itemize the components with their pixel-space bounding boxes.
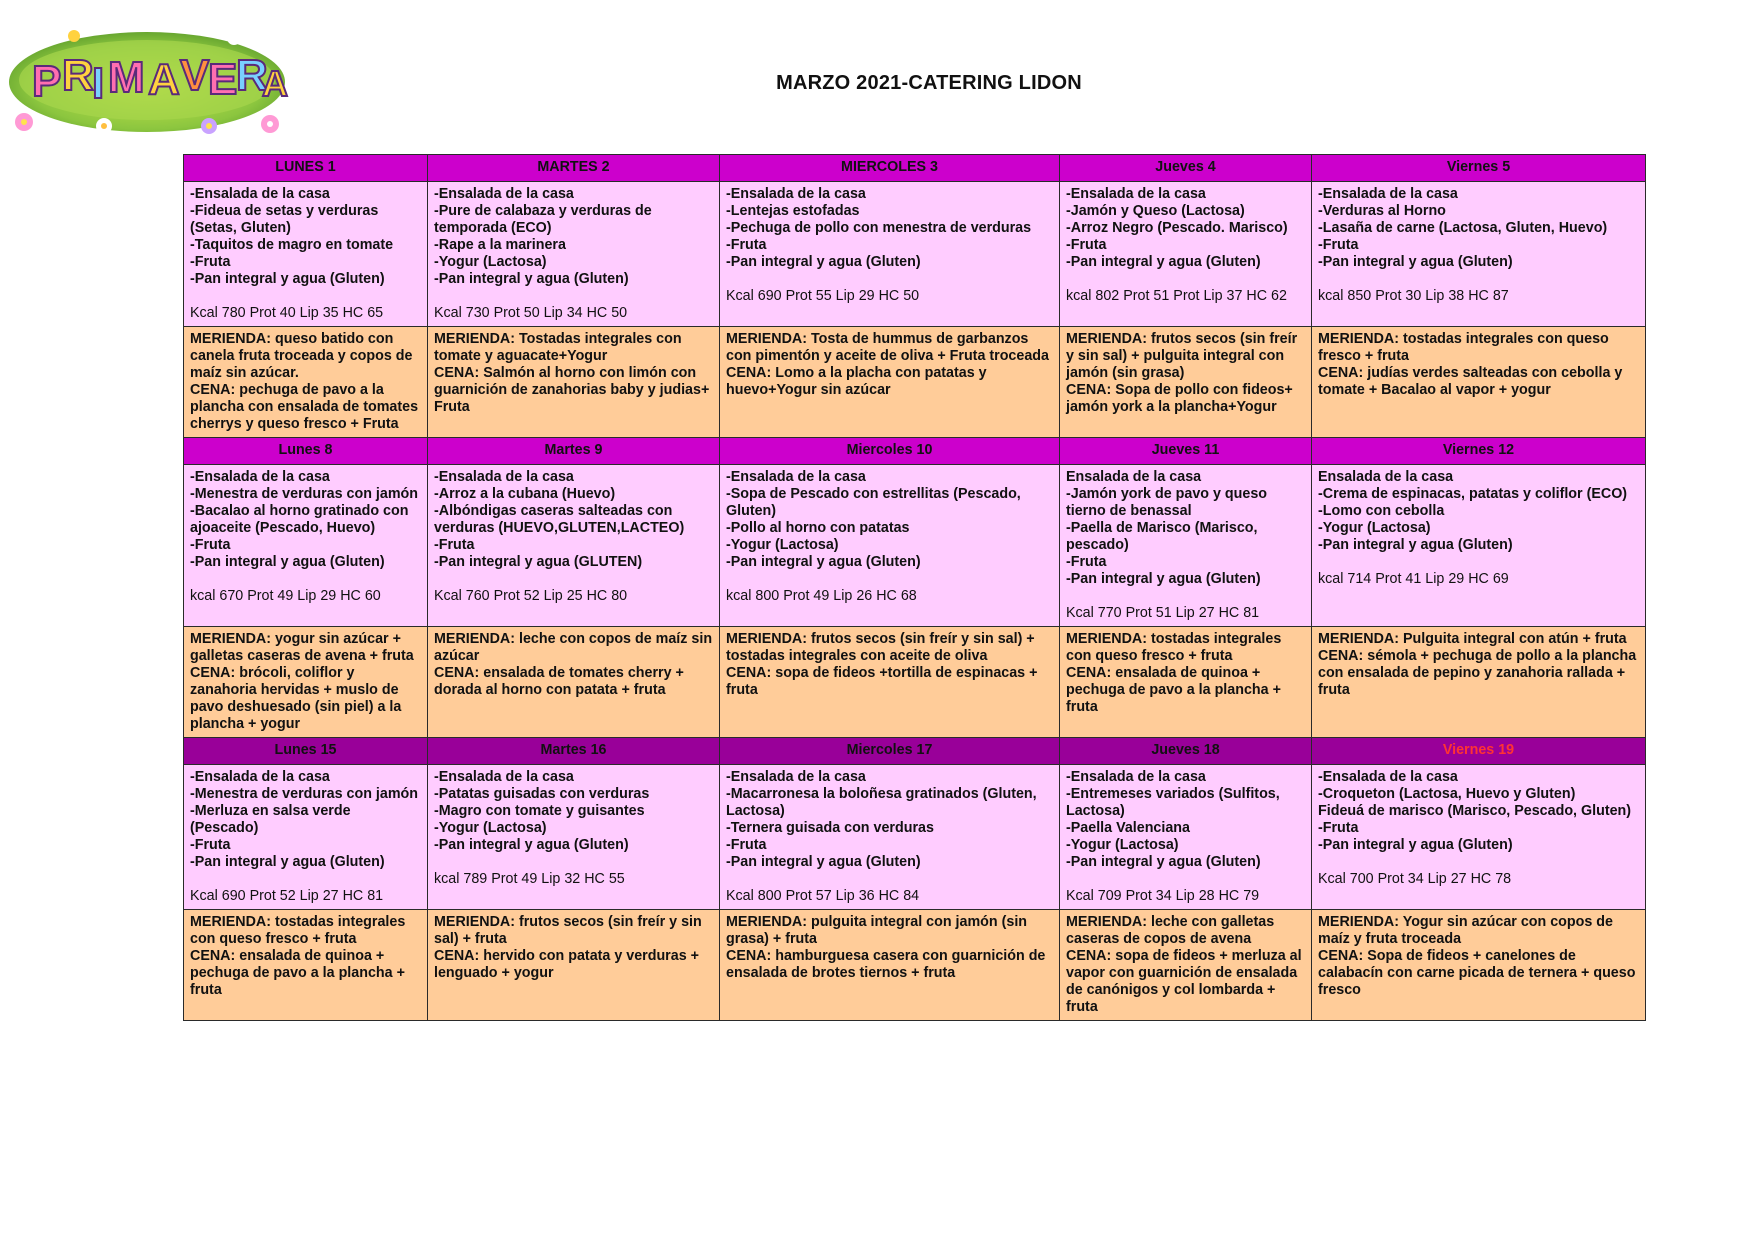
menu-item: Fideuá de marisco (Marisco, Pescado, Gluten) bbox=[1318, 803, 1632, 819]
menu-item: -Fruta bbox=[1066, 237, 1107, 253]
menu-item: -Paella de Marisco (Marisco, pescado) bbox=[1066, 520, 1258, 553]
menu-item: -Fruta bbox=[190, 254, 231, 270]
menu-item: -Pan integral y agua (Gluten) bbox=[190, 854, 385, 870]
snack-dinner-row bbox=[184, 910, 1646, 1021]
lunch-cell bbox=[184, 765, 428, 910]
nutrition-info: Kcal 730 Prot 50 Lip 34 HC 50 bbox=[434, 305, 628, 321]
menu-item: -Crema de espinacas, patatas y coliflor (ECO) bbox=[1318, 486, 1628, 502]
cena-text: CENA: pechuga de pavo a la plancha con ensalada de tomates cherrys y queso fresco + Fruta bbox=[190, 382, 419, 432]
menu-item: -Yogur (Lactosa) bbox=[726, 537, 839, 553]
merienda-text: MERIENDA: queso batido con canela fruta troceada y copos de maíz sin azúcar. bbox=[190, 331, 413, 381]
lunch-cell bbox=[184, 465, 428, 627]
day-header: Martes 16 bbox=[428, 738, 720, 765]
nutrition-info: kcal 789 Prot 49 Lip 32 HC 55 bbox=[434, 871, 625, 887]
menu-item: -Pan integral y agua (Gluten) bbox=[190, 554, 385, 570]
spacer bbox=[1066, 271, 1305, 288]
snack-dinner-row bbox=[184, 327, 1646, 438]
snack-dinner-cell bbox=[720, 910, 1060, 1021]
menu-item: -Jamón york de pavo y queso tierno de benassal bbox=[1066, 486, 1268, 519]
snack-dinner-cell bbox=[184, 910, 428, 1021]
lunch-cell bbox=[1312, 765, 1646, 910]
snack-dinner-row bbox=[184, 627, 1646, 738]
merienda-text: MERIENDA: leche con copos de maíz sin azúcar bbox=[434, 631, 713, 664]
menu-item: -Ensalada de la casa bbox=[434, 186, 574, 202]
lunch-cell bbox=[720, 765, 1060, 910]
cena-text: CENA: ensalada de tomates cherry + dorada al horno con patata + fruta bbox=[434, 665, 684, 698]
menu-item: -Pollo al horno con patatas bbox=[726, 520, 910, 536]
merienda-text: MERIENDA: Tosta de hummus de garbanzos con pimentón y aceite de oliva + Fruta troceada bbox=[726, 331, 1049, 364]
spacer bbox=[1066, 588, 1305, 605]
snack-dinner-cell bbox=[720, 327, 1060, 438]
cena-text: CENA: ensalada de quinoa + pechuga de pavo a la plancha + fruta bbox=[1066, 665, 1281, 715]
lunch-cell bbox=[428, 182, 720, 327]
day-header: LUNES 1 bbox=[184, 155, 428, 182]
svg-text:A: A bbox=[148, 55, 180, 104]
day-header: Jueves 11 bbox=[1060, 438, 1312, 465]
nutrition-info: Kcal 690 Prot 55 Lip 29 HC 50 bbox=[726, 288, 920, 304]
lunch-row bbox=[184, 465, 1646, 627]
merienda-text: MERIENDA: pulguita integral con jamón (sin grasa) + fruta bbox=[726, 914, 1028, 947]
spacer bbox=[726, 871, 1053, 888]
nutrition-info: kcal 802 Prot 51 Prot Lip 37 HC 62 bbox=[1066, 288, 1287, 304]
menu-item: -Pechuga de pollo con menestra de verduras bbox=[726, 220, 1032, 236]
spacer bbox=[434, 854, 713, 871]
menu-item: -Arroz Negro (Pescado. Marisco) bbox=[1066, 220, 1288, 236]
spacer bbox=[190, 288, 421, 305]
cena-text: CENA: hamburguesa casera con guarnición de ensalada de brotes tiernos + fruta bbox=[726, 948, 1046, 981]
nutrition-info: Kcal 800 Prot 57 Lip 36 HC 84 bbox=[726, 888, 920, 904]
lunch-cell bbox=[184, 182, 428, 327]
cena-text: CENA: Lomo a la placha con patatas y huevo+Yogur sin azúcar bbox=[726, 365, 987, 398]
menu-item: -Jamón y Queso (Lactosa) bbox=[1066, 203, 1245, 219]
menu-item: Ensalada de la casa bbox=[1066, 469, 1202, 485]
snack-dinner-cell bbox=[184, 327, 428, 438]
day-header: Miercoles 17 bbox=[720, 738, 1060, 765]
nutrition-info: kcal 670 Prot 49 Lip 29 HC 60 bbox=[190, 588, 381, 604]
menu-item: -Yogur (Lactosa) bbox=[1066, 837, 1179, 853]
day-header-row bbox=[184, 155, 1646, 182]
merienda-text: MERIENDA: tostadas integrales con queso fresco + fruta bbox=[1066, 631, 1282, 664]
menu-item: -Pan integral y agua (GLUTEN) bbox=[434, 554, 643, 570]
spacer bbox=[190, 871, 421, 888]
lunch-cell bbox=[1060, 465, 1312, 627]
menu-item: -Lentejas estofadas bbox=[726, 203, 860, 219]
merienda-text: MERIENDA: yogur sin azúcar + galletas caseras de avena + fruta bbox=[190, 631, 414, 664]
menu-item: -Menestra de verduras con jamón bbox=[190, 486, 419, 502]
page-title: MARZO 2021-CATERING LIDON bbox=[776, 72, 1082, 94]
menu-item: -Pan integral y agua (Gluten) bbox=[434, 271, 629, 287]
day-header: Jueves 18 bbox=[1060, 738, 1312, 765]
nutrition-info: Kcal 760 Prot 52 Lip 25 HC 80 bbox=[434, 588, 628, 604]
menu-item: -Ensalada de la casa bbox=[1066, 186, 1206, 202]
day-header: MIERCOLES 3 bbox=[720, 155, 1060, 182]
menu-item: -Pan integral y agua (Gluten) bbox=[434, 837, 629, 853]
menu-item: -Lomo con cebolla bbox=[1318, 503, 1445, 519]
day-header: Martes 9 bbox=[428, 438, 720, 465]
svg-text:V: V bbox=[180, 51, 210, 100]
nutrition-info: kcal 714 Prot 41 Lip 29 HC 69 bbox=[1318, 571, 1509, 587]
day-header: Jueves 4 bbox=[1060, 155, 1312, 182]
lunch-cell bbox=[428, 465, 720, 627]
cena-text: CENA: sémola + pechuga de pollo a la plancha con ensalada de pepino y zanahoria rallada + fruta bbox=[1318, 648, 1637, 698]
menu-item: -Ensalada de la casa bbox=[190, 469, 330, 485]
menu-item: -Arroz a la cubana (Huevo) bbox=[434, 486, 616, 502]
day-header-row bbox=[184, 438, 1646, 465]
lunch-cell bbox=[1312, 182, 1646, 327]
nutrition-info: Kcal 690 Prot 52 Lip 27 HC 81 bbox=[190, 888, 384, 904]
snack-dinner-cell bbox=[428, 910, 720, 1021]
menu-item: -Pan integral y agua (Gluten) bbox=[1318, 537, 1513, 553]
menu-item: -Ensalada de la casa bbox=[434, 469, 574, 485]
snack-dinner-cell bbox=[1312, 327, 1646, 438]
menu-item: -Fruta bbox=[190, 837, 231, 853]
menu-item: -Pan integral y agua (Gluten) bbox=[1066, 571, 1261, 587]
snack-dinner-cell bbox=[1312, 627, 1646, 738]
menu-item: -Pan integral y agua (Gluten) bbox=[190, 271, 385, 287]
lunch-cell bbox=[1060, 182, 1312, 327]
svg-text:E: E bbox=[208, 55, 238, 104]
lunch-cell bbox=[1060, 765, 1312, 910]
menu-item: Ensalada de la casa bbox=[1318, 469, 1454, 485]
menu-item: -Taquitos de magro en tomate bbox=[190, 237, 394, 253]
menu-item: -Macarronesa la boloñesa gratinados (Gluten, Lactosa) bbox=[726, 786, 1037, 819]
menu-item: -Pan integral y agua (Gluten) bbox=[726, 854, 921, 870]
nutrition-info: Kcal 770 Prot 51 Lip 27 HC 81 bbox=[1066, 605, 1260, 621]
merienda-text: MERIENDA: Tostadas integrales con tomate y aguacate+Yogur bbox=[434, 331, 682, 364]
spacer bbox=[434, 288, 713, 305]
lunch-cell bbox=[1312, 465, 1646, 627]
merienda-text: MERIENDA: Pulguita integral con atún + fruta bbox=[1318, 631, 1627, 647]
menu-item: -Ensalada de la casa bbox=[190, 769, 330, 785]
merienda-text: MERIENDA: tostadas integrales con queso fresco + fruta bbox=[190, 914, 406, 947]
cena-text: CENA: Sopa de fideos + canelones de calabacín con carne picada de ternera + queso fresco bbox=[1318, 948, 1636, 998]
menu-item: -Yogur (Lactosa) bbox=[434, 254, 547, 270]
merienda-text: MERIENDA: leche con galletas caseras de copos de avena bbox=[1066, 914, 1275, 947]
menu-item: -Yogur (Lactosa) bbox=[1318, 520, 1431, 536]
menu-item: -Pan integral y agua (Gluten) bbox=[1318, 254, 1513, 270]
menu-item: -Lasaña de carne (Lactosa, Gluten, Huevo) bbox=[1318, 220, 1608, 236]
snack-dinner-cell bbox=[428, 627, 720, 738]
menu-item: -Rape a la marinera bbox=[434, 237, 566, 253]
lunch-row bbox=[184, 182, 1646, 327]
day-header: Viernes 12 bbox=[1312, 438, 1646, 465]
svg-text:R: R bbox=[236, 51, 268, 100]
menu-item: -Ensalada de la casa bbox=[726, 469, 866, 485]
spacer bbox=[190, 571, 421, 588]
merienda-text: MERIENDA: tostadas integrales con queso fresco + fruta bbox=[1318, 331, 1609, 364]
menu-item: -Ensalada de la casa bbox=[726, 186, 866, 202]
lunch-cell bbox=[720, 182, 1060, 327]
menu-item: -Croqueton (Lactosa, Huevo y Gluten) bbox=[1318, 786, 1576, 802]
svg-text:I: I bbox=[92, 59, 105, 108]
menu-item: -Pan integral y agua (Gluten) bbox=[726, 554, 921, 570]
day-header: Lunes 15 bbox=[184, 738, 428, 765]
menu-item: -Pan integral y agua (Gluten) bbox=[1318, 837, 1513, 853]
merienda-text: MERIENDA: frutos secos (sin freír y sin sal) + fruta bbox=[434, 914, 702, 947]
spacer bbox=[434, 571, 713, 588]
day-header-row bbox=[184, 738, 1646, 765]
menu-item: -Ensalada de la casa bbox=[1066, 769, 1206, 785]
lunch-cell bbox=[720, 465, 1060, 627]
menu-item: -Verduras al Horno bbox=[1318, 203, 1446, 219]
menu-table bbox=[183, 154, 1646, 1021]
menu-item: -Fruta bbox=[1318, 820, 1359, 836]
menu-item: -Patatas guisadas con verduras bbox=[434, 786, 650, 802]
nutrition-info: kcal 850 Prot 30 Lip 38 HC 87 bbox=[1318, 288, 1509, 304]
nutrition-info: kcal 800 Prot 49 Lip 26 HC 68 bbox=[726, 588, 917, 604]
menu-item: -Entremeses variados (Sulfitos, Lactosa) bbox=[1066, 786, 1280, 819]
snack-dinner-cell bbox=[1060, 627, 1312, 738]
menu-item: -Fruta bbox=[434, 537, 475, 553]
menu-item: -Ensalada de la casa bbox=[726, 769, 866, 785]
day-header: Miercoles 10 bbox=[720, 438, 1060, 465]
day-header: Viernes 19 bbox=[1312, 738, 1646, 765]
menu-item: -Pan integral y agua (Gluten) bbox=[726, 254, 921, 270]
menu-item: -Fruta bbox=[1318, 237, 1359, 253]
menu-item: -Fruta bbox=[726, 837, 767, 853]
menu-item: -Fideua de setas y verduras (Setas, Gluten) bbox=[190, 203, 379, 236]
spacer bbox=[1318, 554, 1639, 571]
cena-text: CENA: Salmón al horno con limón con guarnición de zanahorias baby y judias+ Fruta bbox=[434, 365, 710, 415]
menu-item: -Merluza en salsa verde (Pescado) bbox=[190, 803, 351, 836]
merienda-text: MERIENDA: frutos secos (sin freír y sin sal) + pulguita integral con jamón (sin grasa) bbox=[1066, 331, 1298, 381]
menu-item: -Menestra de verduras con jamón bbox=[190, 786, 419, 802]
snack-dinner-cell bbox=[184, 627, 428, 738]
svg-text:A: A bbox=[262, 63, 288, 104]
merienda-text: MERIENDA: frutos secos (sin freír y sin sal) + tostadas integrales con aceite de oliva bbox=[726, 631, 1035, 664]
cena-text: CENA: ensalada de quinoa + pechuga de pavo a la plancha + fruta bbox=[190, 948, 405, 998]
snack-dinner-cell bbox=[1060, 910, 1312, 1021]
spacer bbox=[726, 271, 1053, 288]
snack-dinner-cell bbox=[1312, 910, 1646, 1021]
cena-text: CENA: judías verdes salteadas con cebolla y tomate + Bacalao al vapor + yogur bbox=[1318, 365, 1623, 398]
spacer bbox=[1318, 854, 1639, 871]
snack-dinner-cell bbox=[720, 627, 1060, 738]
lunch-cell bbox=[428, 765, 720, 910]
cena-text: CENA: Sopa de pollo con fideos+ jamón york a la plancha+Yogur bbox=[1066, 382, 1293, 415]
day-header: Viernes 5 bbox=[1312, 155, 1646, 182]
merienda-text: MERIENDA: Yogur sin azúcar con copos de maíz y fruta troceada bbox=[1318, 914, 1613, 947]
lunch-row bbox=[184, 765, 1646, 910]
nutrition-info: Kcal 780 Prot 40 Lip 35 HC 65 bbox=[190, 305, 384, 321]
svg-text:M: M bbox=[108, 53, 145, 102]
day-header: Lunes 8 bbox=[184, 438, 428, 465]
menu-item: -Pan integral y agua (Gluten) bbox=[1066, 854, 1261, 870]
menu-item: -Pan integral y agua (Gluten) bbox=[1066, 254, 1261, 270]
snack-dinner-cell bbox=[428, 327, 720, 438]
spacer bbox=[726, 571, 1053, 588]
cena-text: CENA: sopa de fideos + merluza al vapor con guarnición de ensalada de canónigos y col lombarda + fruta bbox=[1066, 948, 1302, 1015]
menu-item: -Ensalada de la casa bbox=[1318, 769, 1458, 785]
cena-text: CENA: sopa de fideos +tortilla de espinacas + fruta bbox=[726, 665, 1038, 698]
spacer bbox=[1318, 271, 1639, 288]
menu-item: -Ensalada de la casa bbox=[1318, 186, 1458, 202]
menu-item: -Magro con tomate y guisantes bbox=[434, 803, 645, 819]
menu-item: -Bacalao al horno gratinado con ajoaceite (Pescado, Huevo) bbox=[190, 503, 409, 536]
menu-item: -Ternera guisada con verduras bbox=[726, 820, 934, 836]
snack-dinner-cell bbox=[1060, 327, 1312, 438]
menu-item: -Albóndigas caseras salteadas con verduras (HUEVO,GLUTEN,LACTEO) bbox=[434, 503, 685, 536]
menu-item: -Yogur (Lactosa) bbox=[434, 820, 547, 836]
spacer bbox=[1066, 871, 1305, 888]
menu-item: -Ensalada de la casa bbox=[190, 186, 330, 202]
menu-item: -Pure de calabaza y verduras de temporada (ECO) bbox=[434, 203, 652, 236]
menu-item: -Paella Valenciana bbox=[1066, 820, 1190, 836]
cena-text: CENA: brócoli, coliflor y zanahoria hervidas + muslo de pavo deshuesado (sin piel) a la plancha + yogur bbox=[190, 665, 402, 732]
menu-item: -Fruta bbox=[190, 537, 231, 553]
menu-item: -Sopa de Pescado con estrellitas (Pescado, Gluten) bbox=[726, 486, 1021, 519]
menu-item: -Fruta bbox=[726, 237, 767, 253]
menu-item: -Fruta bbox=[1066, 554, 1107, 570]
svg-text:R: R bbox=[62, 51, 94, 100]
cena-text: CENA: hervido con patata y verduras + lenguado + yogur bbox=[434, 948, 699, 981]
nutrition-info: Kcal 709 Prot 34 Lip 28 HC 79 bbox=[1066, 888, 1260, 904]
svg-text:P: P bbox=[32, 57, 62, 106]
nutrition-info: Kcal 700 Prot 34 Lip 27 HC 78 bbox=[1318, 871, 1512, 887]
day-header: MARTES 2 bbox=[428, 155, 720, 182]
menu-item: -Ensalada de la casa bbox=[434, 769, 574, 785]
